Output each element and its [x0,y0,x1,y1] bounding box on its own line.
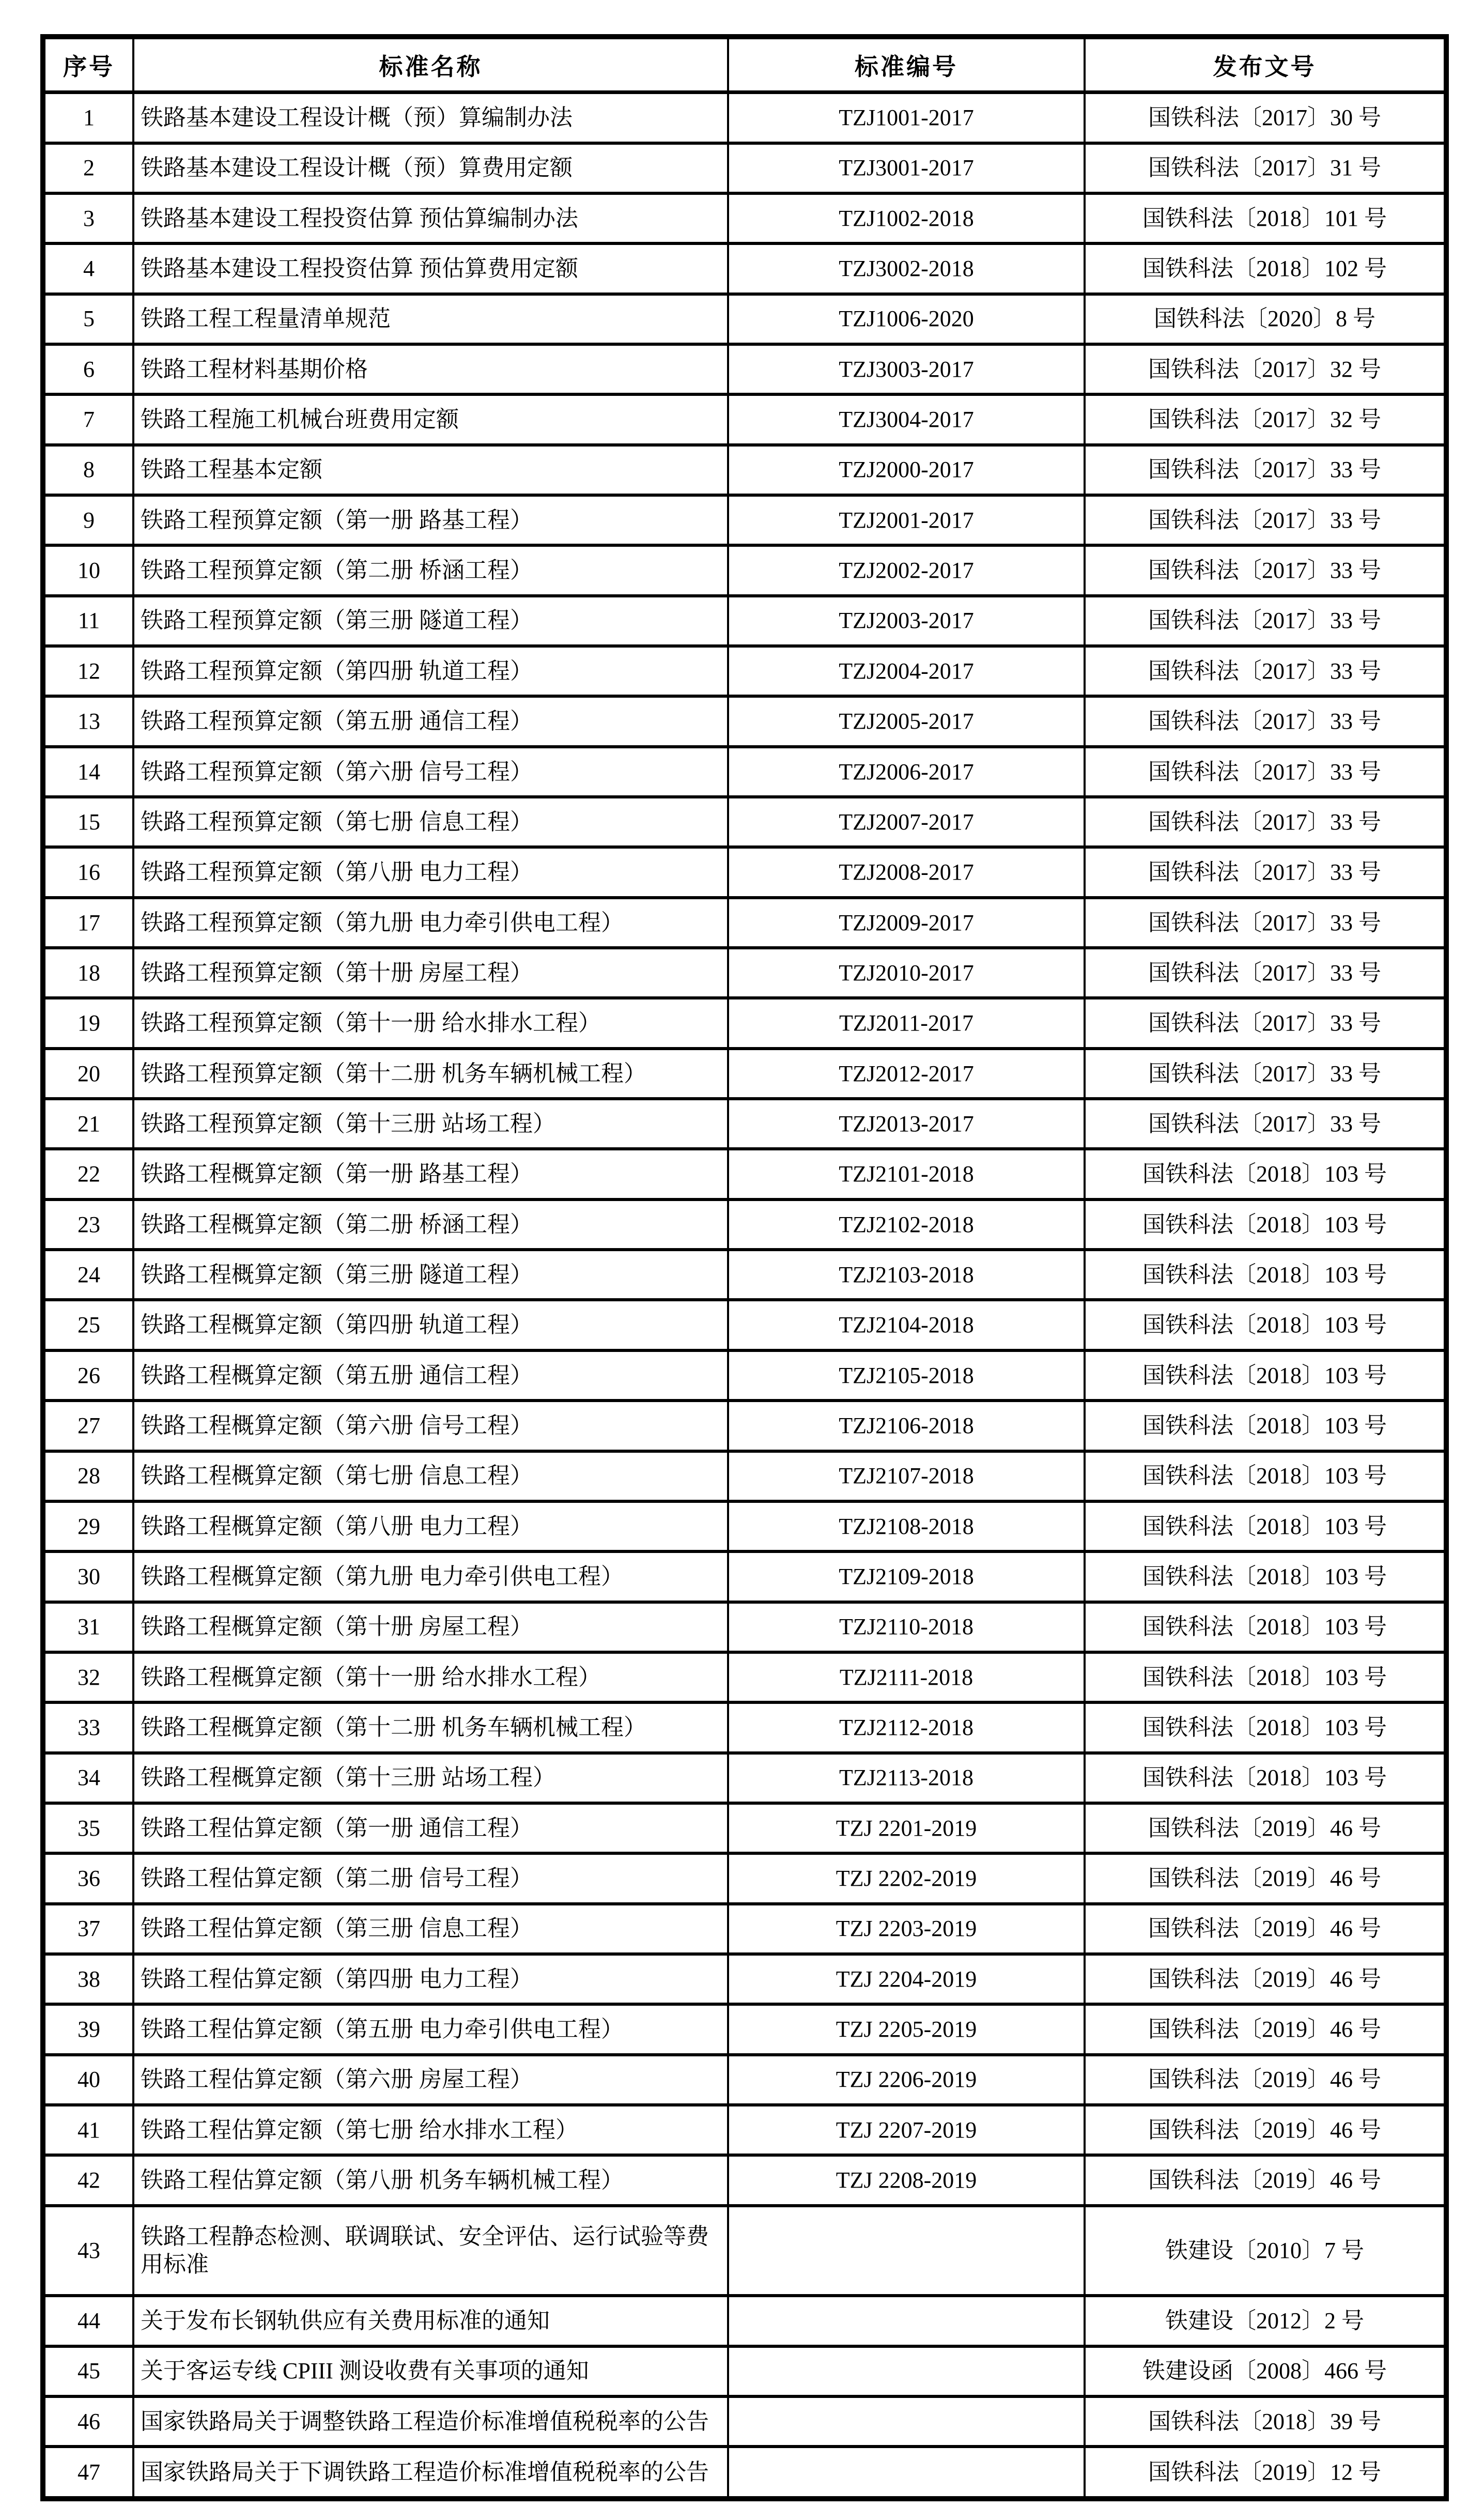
row-index: 23 [43,1199,133,1250]
table-row [43,1300,1446,1350]
doc-number: 国铁科法〔2019〕46 号 [1085,1853,1446,1903]
row-index: 10 [43,545,133,595]
standard-code: TZJ2007-2017 [728,797,1085,847]
standard-code: TZJ 2207-2019 [728,2105,1085,2155]
doc-number: 国铁科法〔2017〕32 号 [1085,394,1446,444]
doc-number: 国铁科法〔2019〕46 号 [1085,1954,1446,2004]
table-row [43,394,1446,444]
doc-number: 国铁科法〔2017〕30 号 [1085,93,1446,143]
row-index: 17 [43,898,133,948]
standard-code [728,2447,1085,2499]
row-index: 25 [43,1300,133,1350]
row-index: 35 [43,1803,133,1853]
standard-code: TZJ2101-2018 [728,1149,1085,1199]
standard-code: TZJ2109-2018 [728,1551,1085,1602]
doc-number: 国铁科法〔2019〕46 号 [1085,2155,1446,2205]
doc-number: 国铁科法〔2019〕46 号 [1085,2105,1446,2155]
table-row [43,898,1446,948]
doc-number: 国铁科法〔2018〕103 号 [1085,1702,1446,1752]
standard-name: 铁路工程预算定额（第二册 桥涵工程） [133,545,728,595]
table-row [43,294,1446,344]
doc-number: 国铁科法〔2017〕33 号 [1085,1099,1446,1149]
standard-name: 铁路工程概算定额（第四册 轨道工程） [133,1300,728,1350]
table-row [43,143,1446,193]
row-index: 21 [43,1099,133,1149]
table-row [43,495,1446,545]
standard-code [728,2346,1085,2396]
row-index: 29 [43,1501,133,1551]
standard-name: 铁路工程工程量清单规范 [133,294,728,344]
table-row [43,2155,1446,2205]
table-row [43,2296,1446,2346]
doc-number: 国铁科法〔2017〕33 号 [1085,948,1446,998]
standard-name: 铁路工程概算定额（第十册 房屋工程） [133,1602,728,1652]
row-index: 24 [43,1250,133,1300]
header-index: 序号 [43,37,133,93]
table-row [43,1904,1446,1954]
table-row [43,2447,1446,2499]
standard-code: TZJ2006-2017 [728,747,1085,797]
standard-code: TZJ3002-2018 [728,243,1085,294]
standard-name: 铁路工程基本定额 [133,445,728,495]
standard-name: 铁路工程估算定额（第四册 电力工程） [133,1954,728,2004]
doc-number: 国铁科法〔2017〕33 号 [1085,797,1446,847]
row-index: 42 [43,2155,133,2205]
standard-code: TZJ2011-2017 [728,998,1085,1048]
table-row [43,1451,1446,1501]
table-row [43,1753,1446,1803]
header-row [43,37,1446,93]
table-row [43,1853,1446,1903]
row-index: 43 [43,2206,133,2296]
table-row [43,93,1446,143]
doc-number: 国铁科法〔2018〕103 号 [1085,1350,1446,1401]
doc-number: 国铁科法〔2018〕103 号 [1085,1250,1446,1300]
row-index: 2 [43,143,133,193]
standard-name: 铁路工程概算定额（第八册 电力工程） [133,1501,728,1551]
doc-number: 国铁科法〔2019〕46 号 [1085,1904,1446,1954]
standard-code: TZJ2106-2018 [728,1401,1085,1451]
table-row [43,2396,1446,2447]
table-row [43,1350,1446,1401]
table-row [43,1551,1446,1602]
standard-name: 铁路工程概算定额（第十二册 机务车辆机械工程） [133,1702,728,1752]
doc-number: 国铁科法〔2018〕101 号 [1085,193,1446,243]
row-index: 22 [43,1149,133,1199]
standard-name: 铁路工程概算定额（第七册 信息工程） [133,1451,728,1501]
row-index: 7 [43,394,133,444]
standard-code: TZJ3001-2017 [728,143,1085,193]
standard-code: TZJ1002-2018 [728,193,1085,243]
row-index: 13 [43,696,133,746]
row-index: 31 [43,1602,133,1652]
doc-number: 国铁科法〔2017〕33 号 [1085,545,1446,595]
standard-name: 铁路基本建设工程投资估算 预估算编制办法 [133,193,728,243]
standard-code: TZJ2003-2017 [728,596,1085,646]
standard-name: 国家铁路局关于下调铁路工程造价标准增值税税率的公告 [133,2447,728,2499]
row-index: 15 [43,797,133,847]
doc-number: 国铁科法〔2017〕32 号 [1085,344,1446,394]
standard-name: 铁路工程材料基期价格 [133,344,728,394]
standard-name: 国家铁路局关于调整铁路工程造价标准增值税税率的公告 [133,2396,728,2447]
standard-code: TZJ1006-2020 [728,294,1085,344]
standard-name: 铁路工程预算定额（第十册 房屋工程） [133,948,728,998]
table-row [43,1803,1446,1853]
standard-code: TZJ2110-2018 [728,1602,1085,1652]
table-row [43,747,1446,797]
doc-number: 国铁科法〔2017〕33 号 [1085,898,1446,948]
table-row [43,2206,1446,2296]
standard-name: 铁路工程预算定额（第十三册 站场工程） [133,1099,728,1149]
standard-code [728,2206,1085,2296]
row-index: 4 [43,243,133,294]
standard-name: 铁路工程预算定额（第七册 信息工程） [133,797,728,847]
standard-name: 铁路工程概算定额（第九册 电力牵引供电工程） [133,1551,728,1602]
standards-table [40,34,1449,2501]
row-index: 36 [43,1853,133,1903]
doc-number: 国铁科法〔2018〕103 号 [1085,1149,1446,1199]
row-index: 40 [43,2055,133,2105]
table-row [43,1501,1446,1551]
row-index: 30 [43,1551,133,1602]
table-row [43,998,1446,1048]
standard-code: TZJ 2208-2019 [728,2155,1085,2205]
doc-number: 国铁科法〔2017〕31 号 [1085,143,1446,193]
doc-number: 国铁科法〔2017〕33 号 [1085,847,1446,897]
standard-name: 铁路工程预算定额（第八册 电力工程） [133,847,728,897]
standard-name: 铁路工程估算定额（第六册 房屋工程） [133,2055,728,2105]
standard-name: 铁路工程概算定额（第一册 路基工程） [133,1149,728,1199]
doc-number: 国铁科法〔2019〕46 号 [1085,2004,1446,2054]
standard-code: TZJ 2203-2019 [728,1904,1085,1954]
standard-name: 铁路工程估算定额（第二册 信号工程） [133,1853,728,1903]
doc-number: 国铁科法〔2018〕103 号 [1085,1753,1446,1803]
standard-code: TZJ2108-2018 [728,1501,1085,1551]
standard-name: 铁路工程预算定额（第九册 电力牵引供电工程） [133,898,728,948]
standard-name: 铁路工程概算定额（第十三册 站场工程） [133,1753,728,1803]
table-row [43,243,1446,294]
standard-code: TZJ2012-2017 [728,1049,1085,1099]
doc-number: 国铁科法〔2018〕103 号 [1085,1652,1446,1702]
standard-name: 铁路工程概算定额（第六册 信号工程） [133,1401,728,1451]
standard-name: 铁路工程预算定额（第三册 隧道工程） [133,596,728,646]
row-index: 41 [43,2105,133,2155]
row-index: 20 [43,1049,133,1099]
doc-number: 国铁科法〔2019〕46 号 [1085,1803,1446,1853]
doc-number: 铁建设函〔2008〕466 号 [1085,2346,1446,2396]
standard-code: TZJ2103-2018 [728,1250,1085,1300]
table-row [43,2055,1446,2105]
doc-number: 国铁科法〔2017〕33 号 [1085,1049,1446,1099]
row-index: 8 [43,445,133,495]
doc-number: 国铁科法〔2018〕103 号 [1085,1300,1446,1350]
standard-name: 铁路工程估算定额（第七册 给水排水工程） [133,2105,728,2155]
doc-number: 国铁科法〔2017〕33 号 [1085,596,1446,646]
row-index: 5 [43,294,133,344]
row-index: 32 [43,1652,133,1702]
standard-code: TZJ2010-2017 [728,948,1085,998]
standard-code: TZJ2000-2017 [728,445,1085,495]
standard-code: TZJ 2204-2019 [728,1954,1085,2004]
table-row [43,193,1446,243]
standard-code: TZJ3003-2017 [728,344,1085,394]
doc-number: 国铁科法〔2017〕33 号 [1085,495,1446,545]
standard-code: TZJ2001-2017 [728,495,1085,545]
doc-number: 铁建设〔2010〕7 号 [1085,2206,1446,2296]
table-row [43,1099,1446,1149]
row-index: 28 [43,1451,133,1501]
doc-number: 国铁科法〔2017〕33 号 [1085,445,1446,495]
table-row [43,1702,1446,1752]
standard-code: TZJ2008-2017 [728,847,1085,897]
row-index: 9 [43,495,133,545]
standard-code: TZJ2013-2017 [728,1099,1085,1149]
row-index: 6 [43,344,133,394]
table-row [43,696,1446,746]
row-index: 34 [43,1753,133,1803]
row-index: 14 [43,747,133,797]
standard-name: 铁路工程静态检测、联调联试、安全评估、运行试验等费用标准 [133,2206,728,2296]
table-row [43,2346,1446,2396]
table-row [43,596,1446,646]
standard-code: TZJ2009-2017 [728,898,1085,948]
standard-code: TZJ2105-2018 [728,1350,1085,1401]
standard-code: TZJ2107-2018 [728,1451,1085,1501]
standard-code [728,2396,1085,2447]
doc-number: 国铁科法〔2018〕103 号 [1085,1451,1446,1501]
doc-number: 国铁科法〔2017〕33 号 [1085,747,1446,797]
standard-name: 铁路工程预算定额（第五册 通信工程） [133,696,728,746]
standard-code: TZJ 2202-2019 [728,1853,1085,1903]
row-index: 39 [43,2004,133,2054]
table-row [43,344,1446,394]
table-row [43,1049,1446,1099]
table-row [43,445,1446,495]
doc-number: 国铁科法〔2020〕8 号 [1085,294,1446,344]
standard-code: TZJ2004-2017 [728,646,1085,696]
standard-name: 铁路工程施工机械台班费用定额 [133,394,728,444]
standard-code: TZJ1001-2017 [728,93,1085,143]
standard-code: TZJ 2206-2019 [728,2055,1085,2105]
standard-code: TZJ2113-2018 [728,1753,1085,1803]
table-row [43,2105,1446,2155]
table-row [43,1652,1446,1702]
standard-name: 铁路工程概算定额（第五册 通信工程） [133,1350,728,1401]
standard-code: TZJ2102-2018 [728,1199,1085,1250]
doc-number: 国铁科法〔2019〕12 号 [1085,2447,1446,2499]
doc-number: 国铁科法〔2017〕33 号 [1085,696,1446,746]
standard-name: 铁路工程预算定额（第十二册 机务车辆机械工程） [133,1049,728,1099]
row-index: 44 [43,2296,133,2346]
standard-code: TZJ2112-2018 [728,1702,1085,1752]
table-row [43,1954,1446,2004]
doc-number: 国铁科法〔2019〕46 号 [1085,2055,1446,2105]
standard-code: TZJ2005-2017 [728,696,1085,746]
row-index: 45 [43,2346,133,2396]
header-doc-number: 发布文号 [1085,37,1446,93]
doc-number: 国铁科法〔2018〕103 号 [1085,1401,1446,1451]
standard-name: 铁路工程预算定额（第四册 轨道工程） [133,646,728,696]
standard-name: 铁路工程估算定额（第三册 信息工程） [133,1904,728,1954]
table-row [43,2004,1446,2054]
doc-number: 国铁科法〔2018〕102 号 [1085,243,1446,294]
standard-code: TZJ 2201-2019 [728,1803,1085,1853]
standard-name: 铁路工程概算定额（第十一册 给水排水工程） [133,1652,728,1702]
table-row [43,1602,1446,1652]
header-standard-name: 标准名称 [133,37,728,93]
table-row [43,847,1446,897]
standard-name: 铁路工程预算定额（第十一册 给水排水工程） [133,998,728,1048]
doc-number: 国铁科法〔2018〕103 号 [1085,1551,1446,1602]
standard-name: 关于客运专线 CPIII 测设收费有关事项的通知 [133,2346,728,2396]
doc-number: 国铁科法〔2018〕39 号 [1085,2396,1446,2447]
row-index: 16 [43,847,133,897]
table-row [43,646,1446,696]
doc-number: 国铁科法〔2018〕103 号 [1085,1199,1446,1250]
row-index: 19 [43,998,133,1048]
table-row [43,797,1446,847]
standard-code: TZJ2002-2017 [728,545,1085,595]
header-standard-code: 标准编号 [728,37,1085,93]
standard-code: TZJ2111-2018 [728,1652,1085,1702]
doc-number: 国铁科法〔2018〕103 号 [1085,1602,1446,1652]
row-index: 12 [43,646,133,696]
row-index: 11 [43,596,133,646]
standard-name: 铁路基本建设工程设计概（预）算编制办法 [133,93,728,143]
row-index: 33 [43,1702,133,1752]
row-index: 38 [43,1954,133,2004]
row-index: 37 [43,1904,133,1954]
table-header [43,37,1446,93]
standard-code: TZJ3004-2017 [728,394,1085,444]
row-index: 1 [43,93,133,143]
doc-number: 国铁科法〔2017〕33 号 [1085,646,1446,696]
row-index: 47 [43,2447,133,2499]
standard-name: 铁路工程估算定额（第五册 电力牵引供电工程） [133,2004,728,2054]
standard-name: 铁路工程估算定额（第八册 机务车辆机械工程） [133,2155,728,2205]
table-row [43,1199,1446,1250]
standard-name: 铁路基本建设工程投资估算 预估算费用定额 [133,243,728,294]
doc-number: 铁建设〔2012〕2 号 [1085,2296,1446,2346]
row-index: 46 [43,2396,133,2447]
row-index: 18 [43,948,133,998]
standard-name: 铁路工程预算定额（第一册 路基工程） [133,495,728,545]
standard-name: 铁路工程概算定额（第二册 桥涵工程） [133,1199,728,1250]
standard-code [728,2296,1085,2346]
doc-number: 国铁科法〔2018〕103 号 [1085,1501,1446,1551]
doc-number: 国铁科法〔2017〕33 号 [1085,998,1446,1048]
row-index: 26 [43,1350,133,1401]
table-row [43,1149,1446,1199]
row-index: 27 [43,1401,133,1451]
standard-name: 铁路基本建设工程设计概（预）算费用定额 [133,143,728,193]
table-row [43,1250,1446,1300]
standard-name: 铁路工程预算定额（第六册 信号工程） [133,747,728,797]
table-body [43,93,1446,2499]
row-index: 3 [43,193,133,243]
table-row [43,545,1446,595]
table-row [43,948,1446,998]
table-row [43,1401,1446,1451]
standard-code: TZJ2104-2018 [728,1300,1085,1350]
standard-name: 关于发布长钢轨供应有关费用标准的通知 [133,2296,728,2346]
standard-name: 铁路工程估算定额（第一册 通信工程） [133,1803,728,1853]
standard-name: 铁路工程概算定额（第三册 隧道工程） [133,1250,728,1300]
standard-code: TZJ 2205-2019 [728,2004,1085,2054]
